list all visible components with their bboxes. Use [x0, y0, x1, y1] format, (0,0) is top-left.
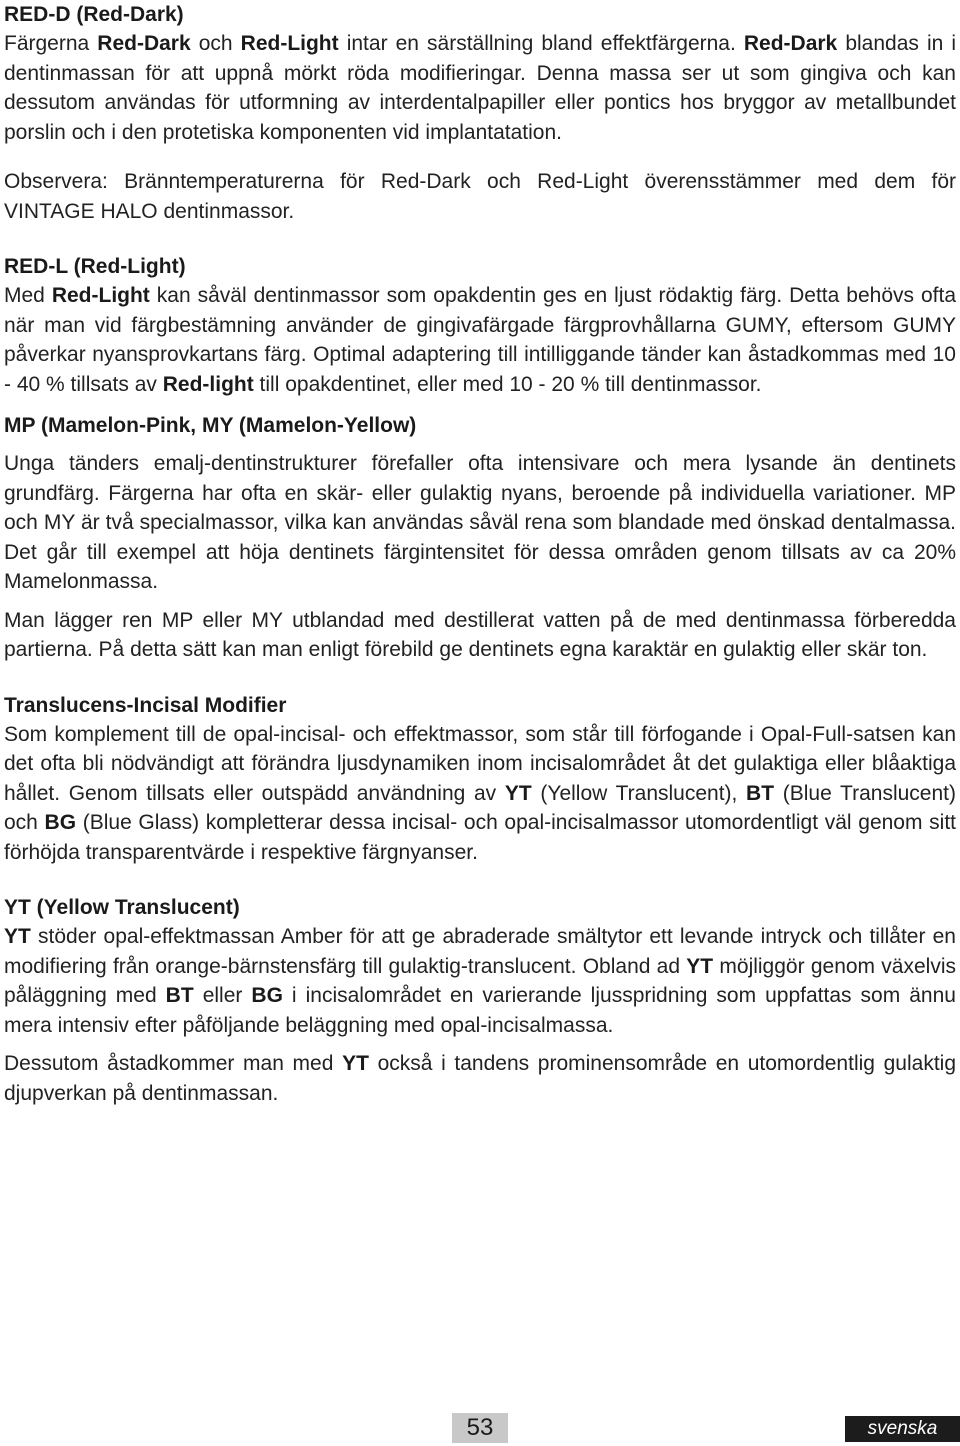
bold-term: YT: [4, 925, 31, 948]
bold-term: YT: [342, 1052, 369, 1075]
heading-mp: MP (Mamelon-Pink, MY (Mamelon-Yellow): [4, 414, 417, 437]
bold-term: Red-Dark: [97, 32, 191, 55]
bold-term: YT: [504, 781, 532, 805]
paragraph-red-l-1: Med Red-Light kan såväl dentinmassor som opakdentin ges en ljust rödaktig färg. Detta behövs ofta när man vid färgbestämning använder de gingivafärgade färgprovhållarna GUMY, eftersom GUMY påverkar nyansprovkartans färg. Optimal adaptering till intilliggande tänder kan åstadkommas med 10 - 40 % tillsats av Red-light till opakdentinet, eller med 10 - 20 % till dentinmassor.: [4, 284, 957, 396]
bold-term: BT: [746, 781, 775, 805]
heading-translucens: Translucens-Incisal Modifier: [4, 693, 287, 717]
heading-red-l: RED-L (Red-Light): [4, 255, 186, 278]
paragraph-translucens-1: Som komplement till de opal-incisal- och effektmassor, som står till förfogande i Opal-Full-satsen kan det ofta bli nödvändigt att förändra ljusdynamiken inom incisalområdet åt det gulaktiga eller blåaktiga hållet. Genom tillsats eller outspädd användning av YT (Yellow Translucent), BT (Blue Translucent) och BG (Blue Glass) kompletterar dessa incisal- och opal-incisalmassor utomordentligt väl genom sitt förhöjda transparentvärde i respektive färgnyanser.: [4, 722, 956, 864]
paragraph-mp-2: Man lägger ren MP eller MY utblandad med destillerat vatten på de med dentinmassa förberedda partierna. På detta sätt kan man enligt förebild ge dentinets egna karaktär en gulaktig eller skär ton.: [4, 608, 956, 661]
bold-term: Red-light: [162, 372, 254, 396]
bold-term: YT: [686, 954, 714, 978]
paragraph-yt-2: Dessutom åstadkommer man med YT också i tandens prominensområde en utomordentlig gulaktig djupverkan på dentinmassan.: [4, 1052, 956, 1105]
document-page: [4, 0, 956, 1108]
heading-red-d: RED-D (Red-Dark): [4, 3, 184, 26]
page-number: 53: [452, 1413, 508, 1443]
paragraph-red-d-note: Observera: Bränntemperaturerna för Red-Dark och Red-Light överensstämmer med dem för VINTAGE HALO dentinmassor.: [4, 170, 956, 223]
paragraph-red-d-1: Färgerna Red-Dark och Red-Light intar en särställning bland effektfärgerna. Red-Dark blandas in i dentinmassan för att uppnå mörkt röda modifieringar. Denna massa ser ut som gingiva och kan dessutom användas för utformning av interdentalpapiller eller pontics hos bryggor av metallbundet porslin och i den protetiska komponenten vid implantatation.: [4, 32, 957, 144]
bold-term: BT: [165, 984, 194, 1007]
paragraph-yt-1: YT stöder opal-effektmassan Amber för att ge abraderade smältytor ett levande intryck och tillåter en modifiering från orange-bärnstensfärg till gulaktig-translucent. Obland ad YT möjliggör genom växelvis påläggning med BT eller BG i incisalområdet en varierande ljusspridning som uppfattas som ännu mera intensiv efter påföljande beläggning med opal-incisalmassa.: [4, 925, 956, 1037]
bold-term: BG: [251, 984, 283, 1007]
bold-term: Red-Light: [51, 284, 150, 307]
language-label: svenska: [845, 1416, 960, 1442]
heading-yt: YT (Yellow Translucent): [4, 896, 240, 919]
paragraph-mp-1: Unga tänders emalj-dentinstrukturer förefaller ofta intensivare och mera lysande än dentinets grundfärg. Färgerna har ofta en skär- eller gulaktig nyans, beroende på individuella variationer. MP och MY är två specialmassor, vilka kan användas såväl rena som blandade med önskad dentalmassa. Det går till exempel att höja dentinets färgintensitet för dessa områden genom tillsats av ca 20% Mamelonmassa.: [4, 452, 956, 593]
bold-term: Red-Light: [240, 32, 339, 55]
bold-term: Red-Dark: [743, 32, 838, 55]
bold-term: BG: [44, 811, 77, 834]
